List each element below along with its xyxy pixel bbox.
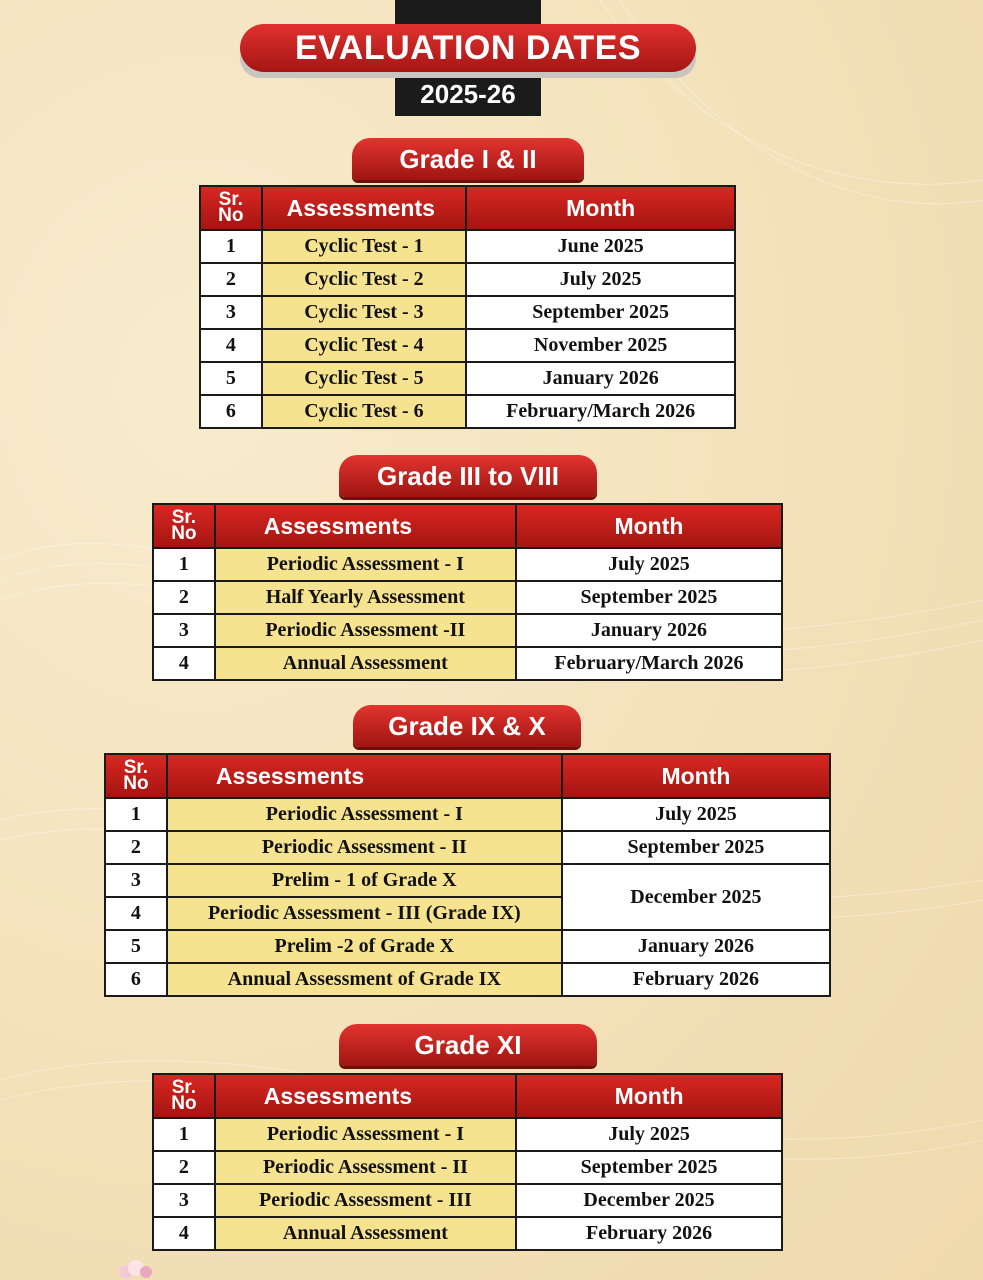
assessment-cell: Half Yearly Assessment <box>215 581 516 614</box>
table-row <box>153 1217 782 1250</box>
sr-cell: 6 <box>200 395 262 428</box>
table-row <box>200 395 735 428</box>
table-grade-1-2 <box>199 185 736 429</box>
month-cell: July 2025 <box>562 798 830 831</box>
table-header-row <box>153 504 782 548</box>
table-row <box>200 296 735 329</box>
sr-cell: 4 <box>105 897 167 930</box>
assessment-cell: Annual Assessment of Grade IX <box>167 963 562 996</box>
flower-decoration-icon <box>112 1256 172 1280</box>
sr-no-header: Sr. No <box>200 186 262 230</box>
table-row <box>200 329 735 362</box>
month-cell: December 2025 <box>562 864 830 930</box>
month-cell: September 2025 <box>516 1151 782 1184</box>
table-row <box>153 647 782 680</box>
sr-cell: 2 <box>200 263 262 296</box>
table-row <box>200 263 735 296</box>
month-header: Month <box>562 754 830 798</box>
sr-cell: 1 <box>200 230 262 263</box>
sr-cell: 5 <box>200 362 262 395</box>
month-header: Month <box>516 1074 782 1118</box>
month-cell: February 2026 <box>562 963 830 996</box>
assessment-cell: Annual Assessment <box>215 647 516 680</box>
sr-cell: 5 <box>105 930 167 963</box>
table-header-row <box>105 754 830 798</box>
assessment-cell: Cyclic Test - 5 <box>262 362 467 395</box>
sr-cell: 3 <box>153 1184 215 1217</box>
assessment-cell: Prelim -2 of Grade X <box>167 930 562 963</box>
month-cell: February/March 2026 <box>516 647 782 680</box>
assessment-cell: Periodic Assessment -II <box>215 614 516 647</box>
assessments-header: Assessments <box>215 504 516 548</box>
table-row <box>153 1151 782 1184</box>
table-grade-11 <box>152 1073 783 1251</box>
table-row <box>105 930 830 963</box>
table-header-row <box>153 1074 782 1118</box>
month-cell: January 2026 <box>516 614 782 647</box>
assessment-cell: Cyclic Test - 6 <box>262 395 467 428</box>
sr-cell: 2 <box>153 581 215 614</box>
sr-no-header: Sr. No <box>153 504 215 548</box>
assessment-cell: Periodic Assessment - II <box>167 831 562 864</box>
assessment-cell: Periodic Assessment - I <box>215 548 516 581</box>
assessment-cell: Periodic Assessment - I <box>167 798 562 831</box>
sr-cell: 1 <box>153 548 215 581</box>
month-header: Month <box>516 504 782 548</box>
month-cell: November 2025 <box>466 329 735 362</box>
grade-tab-11: Grade XI <box>339 1024 597 1066</box>
assessment-cell: Cyclic Test - 4 <box>262 329 467 362</box>
table-row <box>105 798 830 831</box>
table-row <box>200 230 735 263</box>
assessment-cell: Periodic Assessment - II <box>215 1151 516 1184</box>
table-header-row <box>200 186 735 230</box>
table-row <box>200 362 735 395</box>
table-grade-3-8 <box>152 503 783 681</box>
sr-cell: 3 <box>105 864 167 897</box>
assessment-cell: Annual Assessment <box>215 1217 516 1250</box>
table-row <box>153 614 782 647</box>
sr-cell: 3 <box>200 296 262 329</box>
assessments-header: Assessments <box>262 186 467 230</box>
month-cell: February/March 2026 <box>466 395 735 428</box>
table-row <box>153 1184 782 1217</box>
assessment-cell: Cyclic Test - 3 <box>262 296 467 329</box>
table-row <box>153 1118 782 1151</box>
month-cell: June 2025 <box>466 230 735 263</box>
sr-no-header: Sr. No <box>105 754 167 798</box>
table-row <box>153 581 782 614</box>
table-row <box>105 963 830 996</box>
sr-cell: 1 <box>153 1118 215 1151</box>
sr-cell: 2 <box>105 831 167 864</box>
assessment-cell: Cyclic Test - 2 <box>262 263 467 296</box>
month-cell: July 2025 <box>466 263 735 296</box>
assessments-header: Assessments <box>167 754 562 798</box>
table-row <box>105 864 830 897</box>
month-cell: July 2025 <box>516 548 782 581</box>
sr-no-header: Sr. No <box>153 1074 215 1118</box>
table-row <box>153 548 782 581</box>
table-row <box>105 831 830 864</box>
month-cell: September 2025 <box>516 581 782 614</box>
grade-tab-9-10: Grade IX & X <box>353 705 581 747</box>
month-cell: January 2026 <box>466 362 735 395</box>
sr-cell: 2 <box>153 1151 215 1184</box>
month-cell: September 2025 <box>562 831 830 864</box>
month-cell: July 2025 <box>516 1118 782 1151</box>
month-cell: September 2025 <box>466 296 735 329</box>
month-cell: January 2026 <box>562 930 830 963</box>
grade-tab-3-8: Grade III to VIII <box>339 455 597 497</box>
grade-tab-1-2: Grade I & II <box>352 138 584 180</box>
month-header: Month <box>466 186 735 230</box>
sr-cell: 1 <box>105 798 167 831</box>
sr-cell: 6 <box>105 963 167 996</box>
page-title: EVALUATION DATES <box>240 24 696 72</box>
assessment-cell: Prelim - 1 of Grade X <box>167 864 562 897</box>
assessment-cell: Cyclic Test - 1 <box>262 230 467 263</box>
month-cell: December 2025 <box>516 1184 782 1217</box>
sr-cell: 4 <box>153 647 215 680</box>
assessment-cell: Periodic Assessment - III (Grade IX) <box>167 897 562 930</box>
sr-cell: 3 <box>153 614 215 647</box>
assessment-cell: Periodic Assessment - I <box>215 1118 516 1151</box>
sr-cell: 4 <box>153 1217 215 1250</box>
table-grade-9-10 <box>104 753 831 997</box>
sr-cell: 4 <box>200 329 262 362</box>
month-cell: February 2026 <box>516 1217 782 1250</box>
academic-year: 2025-26 <box>420 78 516 109</box>
assessments-header: Assessments <box>215 1074 516 1118</box>
assessment-cell: Periodic Assessment - III <box>215 1184 516 1217</box>
